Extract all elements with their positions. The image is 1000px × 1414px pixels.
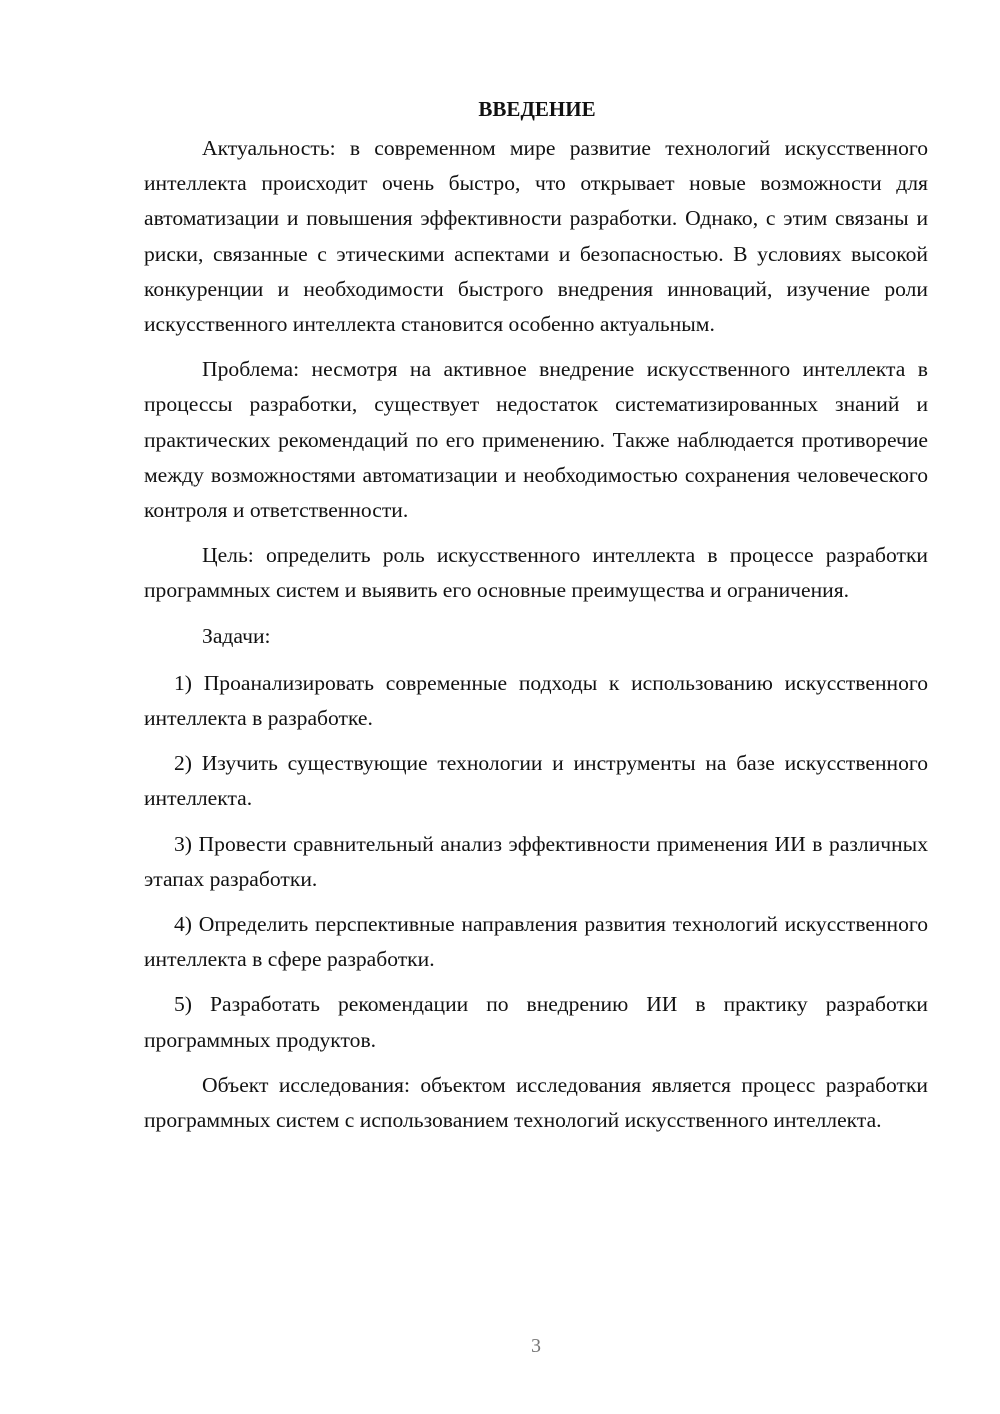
page-content [144,92,928,1148]
page-number: 3 [531,1335,541,1357]
task-item: 1) Проанализировать современные подходы к использованию искусственного интеллекта в разработке. [144,670,928,731]
task-item: 4) Определить перспективные направления развития технологий искусственного интеллекта в сфере разработки. [144,912,928,972]
page-title: ВВЕДЕНИЕ [478,97,596,121]
task-item: 3) Провести сравнительный анализ эффективности применения ИИ в различных этапах разработки. [144,831,928,891]
paragraph-problem: Проблема: несмотря на активное внедрение искусственного интеллекта в процессы разработки, существует недостаток систематизированных знаний и практических рекомендаций по его применению. Также наблюдается противоречие между возможностями автоматизации и необходимостью сохранения человеческого контроля и ответственности. [144,357,928,523]
paragraph-tasks-label: Задачи: [202,623,271,648]
task-item: 5) Разработать рекомендации по внедрению ИИ в практику разработки программных продуктов. [144,992,928,1052]
paragraph-object: Объект исследования: объектом исследования является процесс разработки программных систем с использованием технологий искусственного интеллекта. [144,1072,928,1133]
paragraph-goal: Цель: определить роль искусственного интеллекта в процессе разработки программных систем и выявить его основные преимущества и ограничения. [144,543,928,603]
paragraph-relevance: Актуальность: в современном мире развитие технологий искусственного интеллекта происходит очень быстро, что открывает новые возможности для автоматизации и повышения эффективности разработки. Однако, с этим связаны и риски, связанные с этическими аспектами и безопасностью. В условиях высокой конкуренции и необходимости быстрого внедрения инноваций, изучение роли искусственного интеллекта становится особенно актуальным. [144,136,928,337]
task-item: 2) Изучить существующие технологии и инструменты на базе искусственного интеллекта. [144,751,928,811]
